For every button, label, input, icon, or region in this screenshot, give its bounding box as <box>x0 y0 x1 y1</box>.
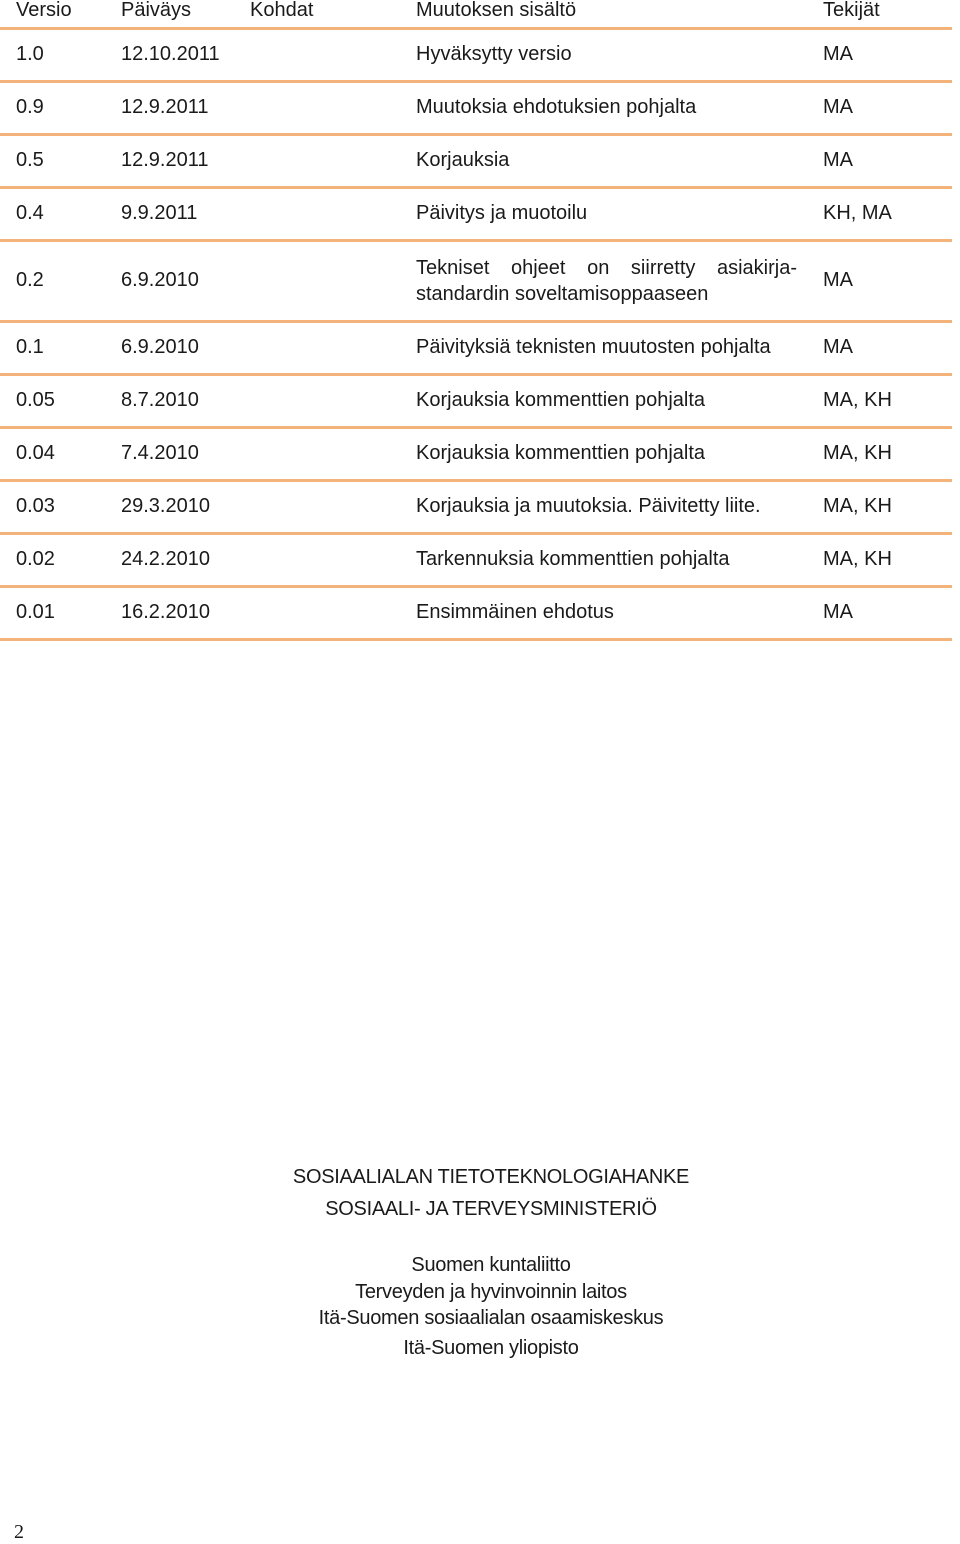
cell-change: Korjauksia <box>400 134 807 187</box>
cell-version: 0.02 <box>0 533 105 586</box>
ministry-name: SOSIAALI- JA TERVEYSMINISTERIÖ <box>325 1198 657 1220</box>
cell-items <box>234 134 400 187</box>
cell-items <box>234 427 400 480</box>
cell-items <box>234 480 400 533</box>
university-name: Itä-Suomen yliopisto <box>403 1337 579 1359</box>
cell-items <box>234 586 400 639</box>
cell-authors: MA <box>807 28 952 81</box>
cell-date: 6.9.2010 <box>105 321 234 374</box>
cell-date: 12.10.2011 <box>105 28 234 81</box>
table-row <box>0 533 952 586</box>
header-change: Muutoksen sisältö <box>400 0 807 28</box>
cell-authors: MA <box>807 321 952 374</box>
cell-items <box>234 240 400 321</box>
partner-item: Suomen kuntaliitto <box>411 1254 571 1276</box>
cell-change-text: Tekniset ohjeet on siirretty asiakirja-standardin soveltamisoppaaseen <box>416 256 797 305</box>
table-row <box>0 586 952 639</box>
header-items: Kohdat <box>234 0 400 28</box>
header-date: Päiväys <box>105 0 234 28</box>
cell-items <box>234 81 400 134</box>
cell-change: Päivityksiä teknisten muutosten pohjalta <box>400 321 807 374</box>
cell-version: 0.9 <box>0 81 105 134</box>
cell-change: Päivitys ja muotoilu <box>400 187 807 240</box>
cell-change: Korjauksia ja muutoksia. Päivitetty liite. <box>400 480 807 533</box>
partner-list <box>0 1252 960 1332</box>
cell-authors: MA <box>807 134 952 187</box>
cell-change: Ensimmäinen ehdotus <box>400 586 807 639</box>
cell-date: 7.4.2010 <box>105 427 234 480</box>
table-row <box>0 240 952 321</box>
version-history-table <box>0 0 952 641</box>
cell-version: 0.01 <box>0 586 105 639</box>
cell-date: 6.9.2010 <box>105 240 234 321</box>
header-version: Versio <box>0 0 105 28</box>
cell-date: 12.9.2011 <box>105 134 234 187</box>
table-row <box>0 81 952 134</box>
cell-items <box>234 321 400 374</box>
cell-change: Tarkennuksia kommenttien pohjalta <box>400 533 807 586</box>
table-row <box>0 321 952 374</box>
cell-authors: MA <box>807 81 952 134</box>
cell-change: Korjauksia kommenttien pohjalta <box>400 374 807 427</box>
cell-version: 0.5 <box>0 134 105 187</box>
partner-item: Itä-Suomen sosiaalialan osaamiskeskus <box>318 1307 664 1329</box>
cell-date: 24.2.2010 <box>105 533 234 586</box>
cell-change: Muutoksia ehdotuksien pohjalta <box>400 81 807 134</box>
cell-version: 0.4 <box>0 187 105 240</box>
table-row <box>0 480 952 533</box>
table-row <box>0 374 952 427</box>
cell-authors: KH, MA <box>807 187 952 240</box>
cell-authors: MA, KH <box>807 480 952 533</box>
table-row <box>0 28 952 81</box>
cell-change <box>400 240 807 321</box>
cell-version: 0.2 <box>0 240 105 321</box>
cell-date: 12.9.2011 <box>105 81 234 134</box>
cell-items <box>234 187 400 240</box>
cell-items <box>234 533 400 586</box>
page-number: 2 <box>14 1521 24 1543</box>
table-header-row <box>0 0 952 28</box>
project-name: SOSIAALIALAN TIETOTEKNOLOGIAHANKE <box>292 1166 690 1188</box>
cell-version: 0.1 <box>0 321 105 374</box>
header-authors: Tekijät <box>807 0 952 28</box>
cell-authors: MA <box>807 586 952 639</box>
partner-item: Terveyden ja hyvinvoinnin laitos <box>355 1280 627 1303</box>
cell-date: 8.7.2010 <box>105 374 234 427</box>
cell-authors: MA, KH <box>807 533 952 586</box>
cell-date: 9.9.2011 <box>105 187 234 240</box>
table-row <box>0 427 952 480</box>
cell-version: 1.0 <box>0 28 105 81</box>
cell-change: Korjauksia kommenttien pohjalta <box>400 427 807 480</box>
cell-version: 0.04 <box>0 427 105 480</box>
cell-authors: MA, KH <box>807 374 952 427</box>
cell-items <box>234 374 400 427</box>
table-row <box>0 134 952 187</box>
cell-version: 0.03 <box>0 480 105 533</box>
cell-version: 0.05 <box>0 374 105 427</box>
cell-date: 16.2.2010 <box>105 586 234 639</box>
table-row <box>0 187 952 240</box>
cell-items <box>234 28 400 81</box>
cell-authors: MA, KH <box>807 427 952 480</box>
cell-change: Hyväksytty versio <box>400 28 807 81</box>
cell-date: 29.3.2010 <box>105 480 234 533</box>
cell-authors: MA <box>807 240 952 321</box>
